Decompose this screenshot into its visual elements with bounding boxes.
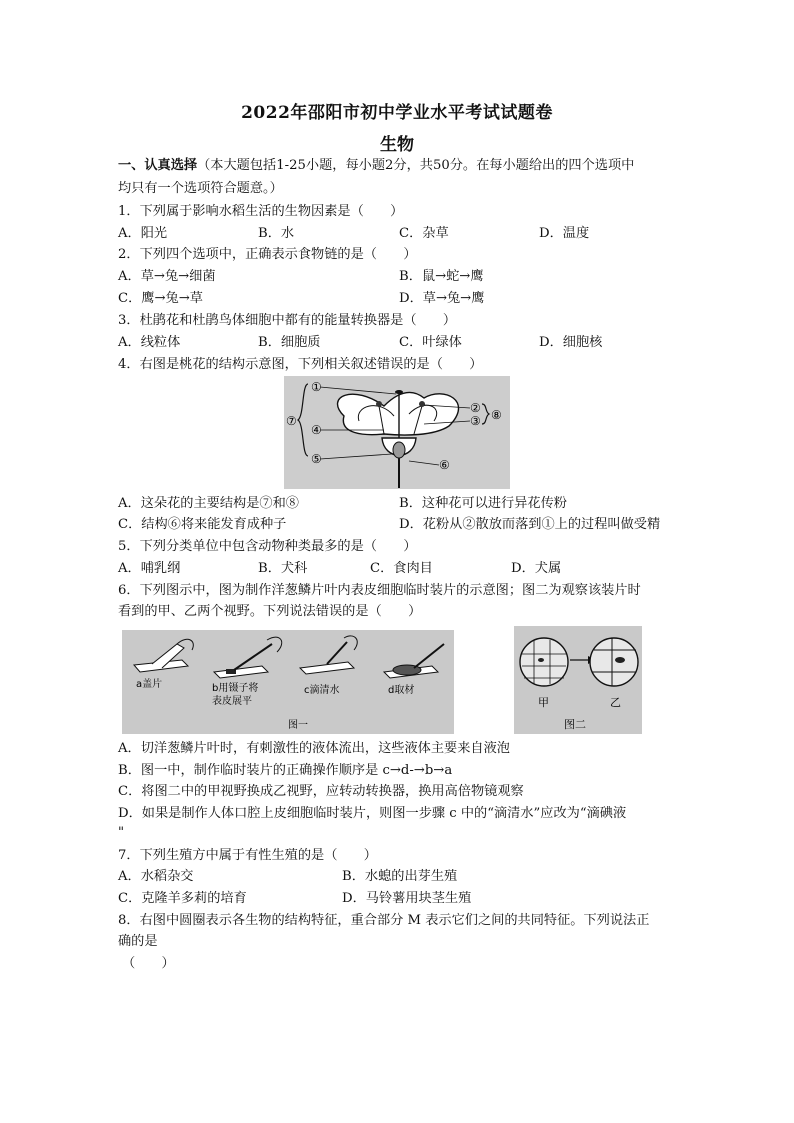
step-d-label: d取材 [388,685,415,696]
q3-stem: 3．杜鹃花和杜鹃鸟体细胞中都有的能量转换器是（ ） [118,313,457,328]
q2-option-d: D．草→兔→鹰 [399,291,485,306]
q7-stem: 7．下列生殖方中属于有性生殖的是（ ） [118,848,377,863]
q6-option-b: B．图一中，制作临时装片的正确操作顺序是 c→d-→b→a [118,763,453,778]
q5-option-a: A．哺乳纲 [118,561,181,576]
q4-option-d: D．花粉从②散放而落到①上的过程叫做受精 [399,517,661,532]
q2-option-b: B．鼠→蛇→鹰 [399,269,484,284]
q7-option-a: A．水稻杂交 [118,869,194,884]
microscope-view-figure [514,626,642,734]
exam-subject: 生物 [380,135,414,155]
q6-option-a: A．切洋葱鳞片叶时，有刺激性的液体流出，这些液体主要来自液泡 [118,741,510,756]
section-heading: 一、认真选择 [118,158,198,173]
q4-option-a: A．这朵花的主要结构是⑦和⑧ [118,496,299,511]
q6-option-d: D．如果是制作人体口腔上皮细胞临时装片，则图一步骤 c 中的“滴清水”应改为“滴碘液 [118,806,627,821]
q6-stem-line1: 6．下列图示中，图为制作洋葱鳞片叶内表皮细胞临时装片的示意图；图二为观察该装片时 [118,583,641,598]
section-intro: （本大题包括1-25小题，每小题2分，共50分。在每小题给出的四个选项中 [197,158,635,173]
step-b-label: b用镊子将 [212,683,259,694]
flower-label-1: ① [311,380,322,394]
flower-label-4: ④ [311,423,322,437]
q2-option-a: A．草→兔→细菌 [118,269,216,284]
q2-stem: 2．下列四个选项中，正确表示食物链的是（ ） [118,247,417,262]
view-jia-label: 甲 [538,696,549,709]
q3-option-c: C．叶绿体 [399,335,462,350]
q6-option-c: C．将图二中的甲视野换成乙视野，应转动转换器，换用高倍物镜观察 [118,784,524,799]
section-intro-line2: 均只有一个选项符合题意。） [118,181,283,196]
q8-stem-line3: （ ） [122,956,175,971]
flower-label-7: ⑦ [286,414,297,428]
q1-option-a: A．阳光 [118,226,168,241]
q7-option-d: D．马铃薯用块茎生殖 [342,891,472,906]
q1-stem: 1．下列属于影响水稻生活的生物因素是（ ） [118,204,404,219]
q4-option-c: C．结构⑥将来能发育成种子 [118,517,287,532]
flower-label-8: ⑧ [491,408,502,422]
q8-stem-line1: 8．右图中圆圈表示各生物的结构特征，重合部分 M 表示它们之间的共同特征。下列说法正 [118,913,650,928]
exam-title: 2022年邵阳市初中学业水平考试试题卷 [241,103,553,123]
flower-label-6: ⑥ [439,458,450,472]
q1-option-c: C．杂草 [399,226,449,241]
q3-option-d: D．细胞核 [539,335,603,350]
q5-option-b: B．犬科 [258,561,308,576]
figure-one-caption: 图一 [288,720,308,731]
q7-option-b: B．水螅的出芽生殖 [342,869,458,884]
q1-option-d: D．温度 [539,226,590,241]
flower-label-3: ③ [470,414,481,428]
q5-stem: 5．下列分类单位中包含动物种类最多的是（ ） [118,539,417,554]
q4-stem: 4．右图是桃花的结构示意图，下列相关叙述错误的是（ ） [118,357,483,372]
q6-option-d-continued: " [118,825,125,840]
q7-option-c: C．克隆羊多莉的培育 [118,891,247,906]
q8-stem-line2: 确的是 [118,934,158,949]
q5-option-c: C．食肉目 [370,561,433,576]
q2-option-c: C．鹰→兔→草 [118,291,203,306]
step-a-label: a盖片 [136,679,163,690]
step-b-label-2: 表皮展平 [212,696,252,707]
q4-option-b: B．这种花可以进行异花传粉 [399,496,567,511]
q5-option-d: D．犬属 [511,561,562,576]
figure-two-caption: 图二 [564,718,586,731]
q6-stem-line2: 看到的甲、乙两个视野。下列说法错误的是（ ） [118,604,422,619]
slide-prep-figure [122,630,454,734]
section-intro-line1 [118,158,634,174]
view-yi-label: 乙 [610,696,621,709]
flower-label-2: ② [470,401,481,415]
peach-flower-figure [284,376,510,489]
flower-label-5: ⑤ [311,452,322,466]
q1-option-b: B．水 [258,226,295,241]
q3-option-b: B．细胞质 [258,335,321,350]
step-c-label: c滴清水 [304,685,340,696]
q3-option-a: A．线粒体 [118,335,181,350]
